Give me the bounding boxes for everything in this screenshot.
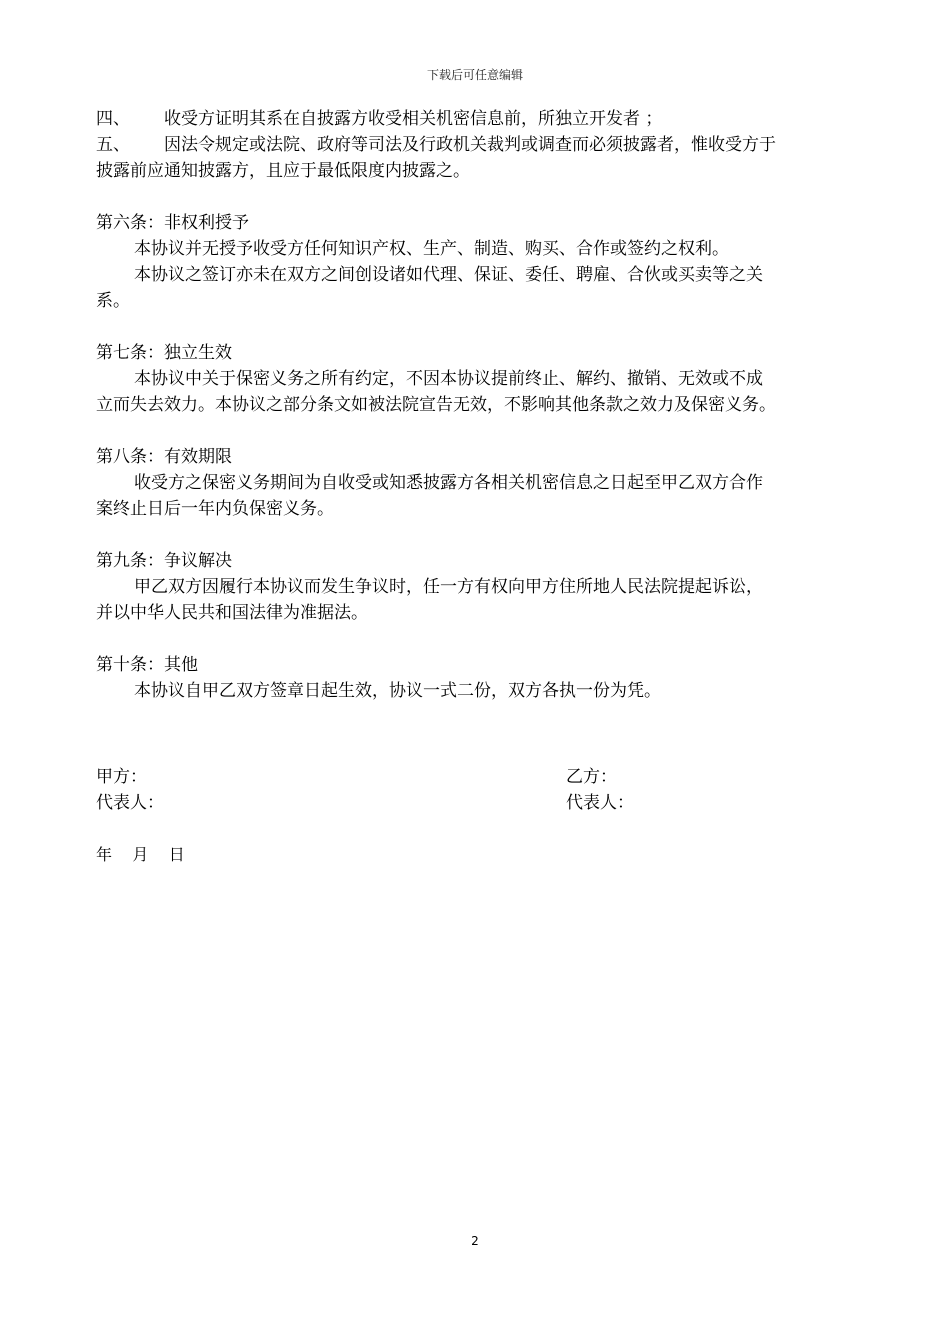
clause-item-number: 五、 bbox=[96, 135, 130, 155]
clause-item-text: 因法令规定或法院、政府等司法及行政机关裁判或调查而必须披露者，惟收受方于 bbox=[164, 135, 776, 155]
date-line: 年 月 日 bbox=[96, 845, 185, 864]
article-8-title: 第八条：有效期限 bbox=[96, 447, 232, 467]
article-6-paragraph-2-line-1: 本协议之签订亦未在双方之间创设诸如代理、保证、委任、聘雇、合伙或买卖等之关 bbox=[134, 265, 763, 285]
header-note: 下载后可任意编辑 bbox=[426, 68, 523, 82]
signature-party-row bbox=[96, 764, 856, 790]
clause-item-text-continued: 披露前应通知披露方，且应于最低限度内披露之。 bbox=[96, 161, 470, 181]
article-8-line-1: 收受方之保密义务期间为自收受或知悉披露方各相关机密信息之日起至甲乙双方合作 bbox=[134, 473, 763, 493]
article-6-paragraph-1: 本协议并无授予收受方任何知识产权、生产、制造、购买、合作或签约之权利。 bbox=[134, 239, 729, 259]
page-number: 2 bbox=[471, 1234, 479, 1248]
article-10-line-1: 本协议自甲乙双方签章日起生效，协议一式二份，双方各执一份为凭。 bbox=[134, 681, 661, 701]
article-9-line-2: 并以中华人民共和国法律为准据法。 bbox=[96, 603, 368, 623]
clause-item-text: 收受方证明其系在自披露方收受相关机密信息前，所独立开发者 ； bbox=[164, 109, 663, 129]
clause-item-4 bbox=[96, 106, 856, 132]
article-7-line-2: 立而失去效力。本协议之部分条文如被法院宣告无效，不影响其他条款之效力及保密义务。 bbox=[96, 395, 776, 415]
article-6-paragraph-2-line-2: 系。 bbox=[96, 291, 130, 311]
signature-block bbox=[96, 764, 856, 816]
party-a-label: 甲方： bbox=[96, 767, 147, 787]
document-body bbox=[96, 106, 856, 704]
clause-item-number: 四、 bbox=[96, 109, 130, 129]
article-8-line-2: 案终止日后一年内负保密义务。 bbox=[96, 499, 334, 519]
article-10-title: 第十条：其他 bbox=[96, 655, 198, 675]
party-b-label: 乙方： bbox=[566, 767, 617, 787]
article-7-title: 第七条：独立生效 bbox=[96, 343, 232, 363]
article-7-line-1: 本协议中关于保密义务之所有约定，不因本协议提前终止、解约、撤销、无效或不成 bbox=[134, 369, 763, 389]
clause-item-5 bbox=[96, 132, 856, 158]
article-9-line-1: 甲乙双方因履行本协议而发生争议时，任一方有权向甲方住所地人民法院提起诉讼， bbox=[134, 577, 763, 597]
article-6-title: 第六条：非权利授予 bbox=[96, 213, 249, 233]
representative-b-label: 代表人： bbox=[566, 793, 634, 813]
signature-representative-row bbox=[96, 790, 856, 816]
representative-a-label: 代表人： bbox=[96, 793, 164, 813]
article-9-title: 第九条：争议解决 bbox=[96, 551, 232, 571]
